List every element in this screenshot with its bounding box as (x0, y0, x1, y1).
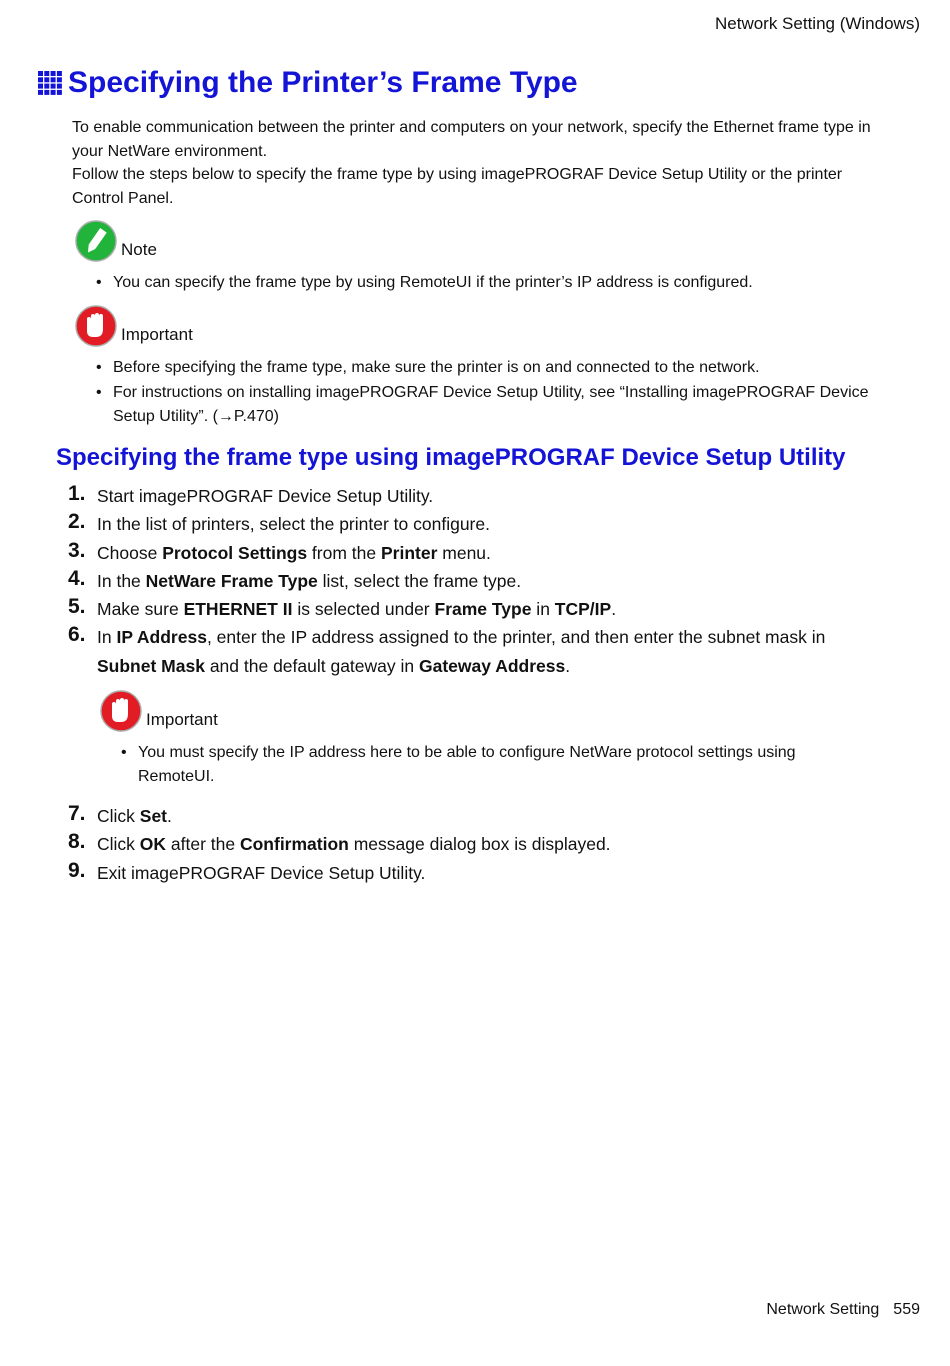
grid-icon (38, 71, 62, 95)
step-text: list, select the frame type. (317, 570, 522, 591)
step-number: 1. (68, 482, 86, 505)
section-title: Specifying the frame type using imagePROGRAF Device Setup Utility (56, 444, 846, 471)
step-item (68, 482, 888, 510)
ui-term: Gateway Address (419, 655, 566, 676)
step-text: In the list of printers, select the printer to configure. (97, 514, 490, 535)
stop-hand-icon (100, 690, 142, 732)
important-heading (100, 690, 218, 732)
step-number: 4. (68, 566, 86, 590)
important-label: Important (121, 325, 193, 344)
list-item: • You must specify the IP address here to be able to configure NetWare protocol settings using RemoteUI. (121, 741, 851, 789)
step-text: . (167, 806, 172, 826)
step-text: Click (97, 834, 140, 855)
ui-term: NetWare Frame Type (145, 570, 318, 591)
ui-term: Set (139, 806, 168, 826)
step-text: after the (166, 834, 240, 855)
step-text: In the (97, 570, 146, 591)
ui-term: ETHERNET II (183, 599, 293, 620)
footer-section: Network Setting (766, 1301, 880, 1318)
step-text: Make sure (97, 599, 184, 620)
steps-list (68, 802, 888, 887)
intro-paragraph: To enable communication between the printer and computers on your network, specify the Ethernet frame type in your NetWare environment. (72, 119, 871, 160)
step-text: menu. (437, 542, 491, 563)
ui-term: Frame Type (434, 599, 532, 620)
ui-term: Printer (380, 542, 438, 563)
note-label: Note (121, 240, 157, 259)
steps-list (68, 482, 888, 680)
step-number: 9. (68, 858, 86, 882)
step-item (68, 595, 888, 623)
step-number: 8. (68, 830, 86, 854)
note-list (96, 271, 876, 296)
step-item (68, 510, 888, 538)
step-text: in (531, 599, 555, 620)
step-text: Choose (97, 542, 163, 563)
step-text: Click (97, 806, 140, 826)
ui-term: IP Address (116, 627, 207, 648)
page-title: Specifying the Printer’s Frame Type (68, 66, 578, 99)
title-row (38, 66, 578, 100)
step-number: 5. (68, 595, 86, 619)
ui-term: Confirmation (239, 834, 349, 855)
step-text: is selected under (292, 599, 435, 620)
important-list (121, 741, 851, 790)
step-item (68, 567, 888, 595)
step-text: In (97, 627, 117, 648)
step-item (68, 623, 888, 680)
list-item: • For instructions on installing imagePROGRAF Device Setup Utility, see “Installing imagePROGRAF Device Setup Utility”. (→P.470) (96, 381, 876, 429)
step-item (68, 539, 888, 567)
step-item (68, 830, 888, 858)
important-label: Important (146, 710, 218, 729)
ui-term: Protocol Settings (162, 542, 308, 563)
step-text: Start imagePROGRAF Device Setup Utility. (97, 486, 434, 506)
list-item: • You can specify the frame type by using RemoteUI if the printer’s IP address is configured. (96, 271, 876, 295)
intro-text (72, 116, 872, 210)
important-heading (75, 305, 193, 347)
step-number: 3. (68, 538, 86, 562)
step-text: . (565, 655, 571, 676)
list-item: • Before specifying the frame type, make sure the printer is on and connected to the network. (96, 356, 876, 380)
step-text: . (611, 599, 617, 620)
ui-term: OK (139, 834, 167, 855)
note-heading (75, 220, 157, 262)
pencil-note-icon (75, 220, 117, 262)
step-text: from the (307, 542, 381, 563)
step-text: message dialog box is displayed. (348, 834, 611, 855)
running-header: Network Setting (Windows) (714, 14, 920, 33)
step-number: 2. (68, 510, 86, 534)
step-text: Exit imagePROGRAF Device Setup Utility. (97, 862, 426, 883)
step-text: , enter the IP address assigned to the printer, and then enter the subnet mask in (206, 627, 826, 648)
ui-term: Subnet Mask (97, 655, 205, 676)
step-text: and the default gateway in (204, 655, 419, 676)
intro-paragraph: Follow the steps below to specify the frame type by using imagePROGRAF Device Setup Utility or the printer Control Panel. (72, 166, 843, 207)
page-number: 559 (893, 1301, 920, 1318)
step-number: 6. (68, 623, 86, 647)
step-item (68, 802, 888, 830)
page-footer (766, 1301, 920, 1319)
step-item (68, 859, 888, 887)
stop-hand-icon (75, 305, 117, 347)
important-list (96, 356, 876, 430)
ui-term: TCP/IP (554, 599, 612, 620)
step-number: 7. (68, 802, 86, 825)
